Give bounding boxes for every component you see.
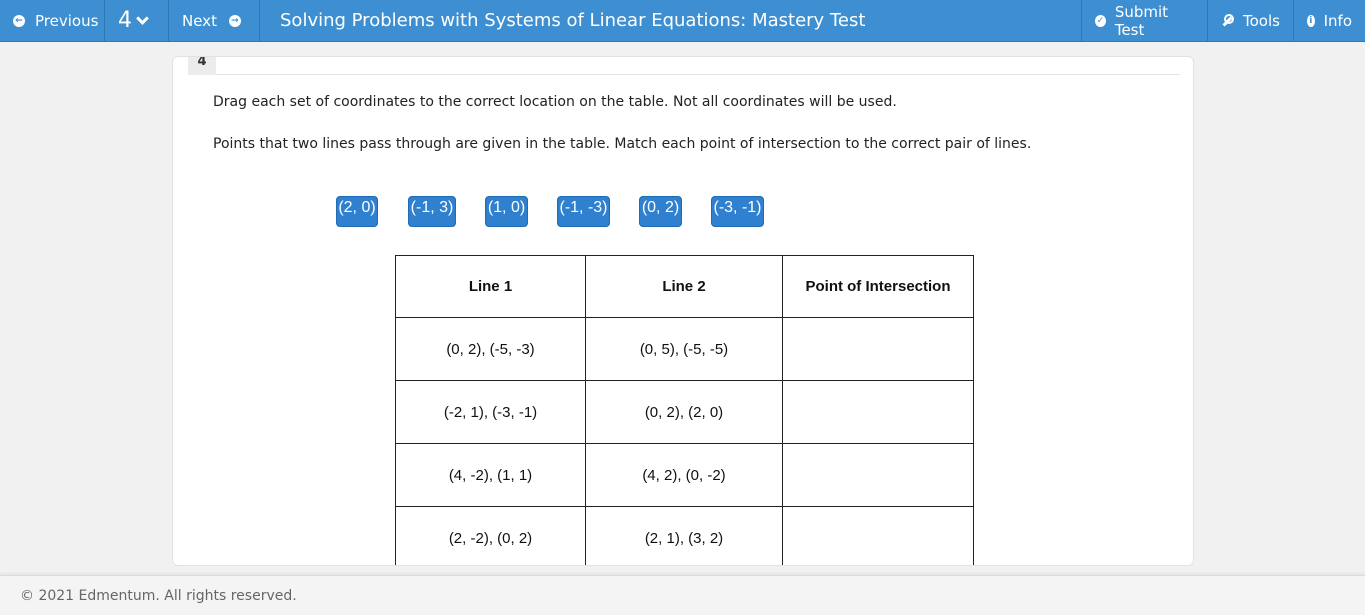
- line-1-cell: (-2, 1), (-3, -1): [396, 381, 586, 444]
- footer: [0, 575, 1365, 615]
- header-line-2: Line 2: [586, 256, 783, 318]
- question-selector[interactable]: [105, 0, 169, 41]
- next-label: Next: [182, 11, 217, 30]
- next-button[interactable]: [169, 0, 260, 41]
- tools-button[interactable]: [1207, 0, 1293, 41]
- intersection-drop-target[interactable]: [783, 444, 974, 507]
- arrow-circle-left-icon: ←: [13, 15, 25, 27]
- check-circle-icon: ✓: [1096, 15, 1105, 26]
- toolbar-right-group: [1081, 0, 1365, 41]
- previous-button[interactable]: [0, 0, 105, 41]
- info-circle-icon: i: [1307, 15, 1315, 27]
- line-1-cell: (0, 2), (-5, -3): [396, 318, 586, 381]
- instruction-drag: Drag each set of coordinates to the correct location on the table. Not all coordinates will be used.: [213, 94, 897, 110]
- coordinate-tile[interactable]: (-3, -1): [711, 196, 764, 227]
- tools-label: Tools: [1243, 11, 1280, 30]
- table-row: [396, 381, 974, 444]
- top-toolbar: [0, 0, 1365, 42]
- table-row: [396, 507, 974, 567]
- question-number-tab: 4: [188, 57, 216, 75]
- table-row: [396, 444, 974, 507]
- info-label: Info: [1323, 11, 1352, 30]
- arrow-circle-right-icon: →: [229, 15, 241, 27]
- copyright-text: © 2021 Edmentum. All rights reserved.: [20, 588, 297, 604]
- line-2-cell: (0, 2), (2, 0): [586, 381, 783, 444]
- coordinate-tile[interactable]: (-1, -3): [557, 196, 610, 227]
- test-title: Solving Problems with Systems of Linear Equations: Mastery Test: [280, 10, 866, 31]
- table-row: [396, 318, 974, 381]
- intersection-drop-target[interactable]: [783, 318, 974, 381]
- coordinate-tile[interactable]: (-1, 3): [408, 196, 456, 227]
- line-2-cell: (0, 5), (-5, -5): [586, 318, 783, 381]
- instruction-match: Points that two lines pass through are given in the table. Match each point of intersection to the correct pair of lines.: [213, 136, 1032, 152]
- line-1-cell: (2, -2), (0, 2): [396, 507, 586, 567]
- header-point-of-intersection: Point of Intersection: [783, 256, 974, 318]
- line-1-cell: (4, -2), (1, 1): [396, 444, 586, 507]
- question-number: 4: [118, 8, 132, 33]
- previous-label: Previous: [35, 11, 99, 30]
- question-panel: [172, 56, 1194, 566]
- wrench-icon: [1221, 14, 1234, 27]
- header-line-1: Line 1: [396, 256, 586, 318]
- line-2-cell: (4, 2), (0, -2): [586, 444, 783, 507]
- chevron-down-icon: [136, 12, 149, 25]
- intersection-drop-target[interactable]: [783, 381, 974, 444]
- divider: [216, 74, 1180, 75]
- submit-label: Submit Test: [1114, 2, 1169, 39]
- coordinate-tiles: [173, 196, 1194, 228]
- coordinate-tile[interactable]: (1, 0): [485, 196, 528, 227]
- line-2-cell: (2, 1), (3, 2): [586, 507, 783, 567]
- coordinate-tile[interactable]: (2, 0): [336, 196, 378, 227]
- info-button[interactable]: [1293, 0, 1365, 41]
- lines-table: [395, 255, 974, 566]
- submit-test-button[interactable]: [1081, 0, 1207, 41]
- intersection-drop-target[interactable]: [783, 507, 974, 567]
- coordinate-tile[interactable]: (0, 2): [639, 196, 682, 227]
- table-header-row: [396, 256, 974, 318]
